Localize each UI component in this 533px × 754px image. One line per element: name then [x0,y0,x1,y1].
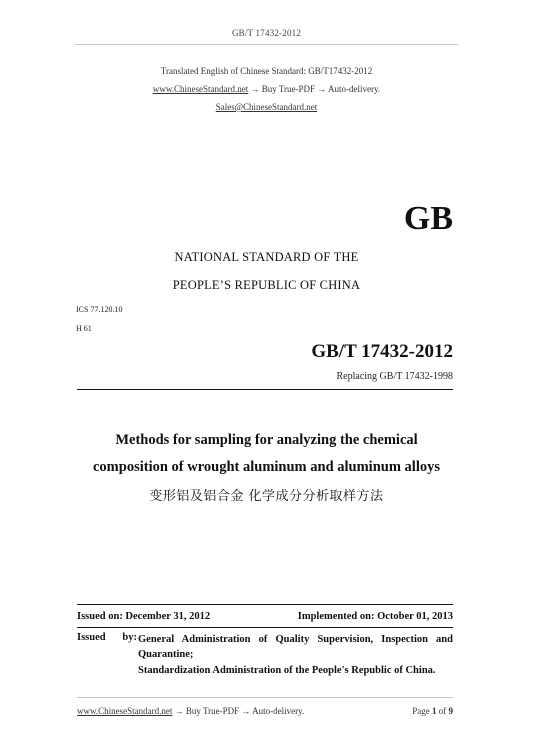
issued-by-label: Issued by: [77,632,137,643]
replacing-note: Replacing GB/T 17432-1998 [336,371,453,382]
promo-buy-text: → Buy True-PDF → Auto-delivery. [250,84,381,94]
standard-code: GB/T 17432-2012 [311,341,453,362]
promo-line-1: Translated English of Chinese Standard: GB/T17432-2012 [160,66,373,76]
of-label: of [438,706,447,716]
title-line-2: composition of wrought aluminum and aluminum alloys [93,459,440,475]
issue-rule-bottom [77,627,453,628]
footer-promo [77,706,304,716]
footer-chinesestandard-link[interactable]: www.ChineseStandard.net [77,706,173,716]
issue-dates-row [77,611,453,622]
ics-code: ICS 77.120.10 [76,305,123,314]
page-number: 1 [432,706,437,716]
footer-divider [77,697,453,698]
issued-by-authority-2: Standardization Administration of the People's Republic of China. [138,665,436,676]
sales-email-link[interactable]: Sales@ChineseStandard.net [215,102,318,112]
issued-by-authority-1: General Administration of Quality Supervision, Inspection and Quarantine; [138,634,453,660]
implemented-on: Implemented on: October 01, 2013 [297,611,453,622]
issued-on: Issued on: December 31, 2012 [77,611,211,622]
title-chinese: 变形铝及铝合金 化学成分分析取样方法 [149,489,384,504]
gb-logo: GB [403,200,453,237]
national-standard-line-1: NATIONAL STANDARD OF THE [174,250,359,264]
issue-rule-top [77,604,453,605]
running-header: GB/T 17432-2012 [231,28,302,38]
chinesestandard-link[interactable]: www.ChineseStandard.net [152,84,249,94]
page-indicator [412,706,453,716]
header-divider [75,44,458,45]
title-line-1: Methods for sampling for analyzing the chemical [115,432,418,448]
page-total: 9 [448,706,453,716]
top-rule [77,389,453,390]
promo-line-3 [0,102,533,112]
footer-buy-text: → Buy True-PDF → Auto-delivery. [174,706,305,716]
promo-line-2 [0,84,533,94]
page-label: Page [412,706,430,716]
national-standard-line-2: PEOPLE’S REPUBLIC OF CHINA [172,278,361,292]
ccs-code: H 61 [76,324,92,333]
